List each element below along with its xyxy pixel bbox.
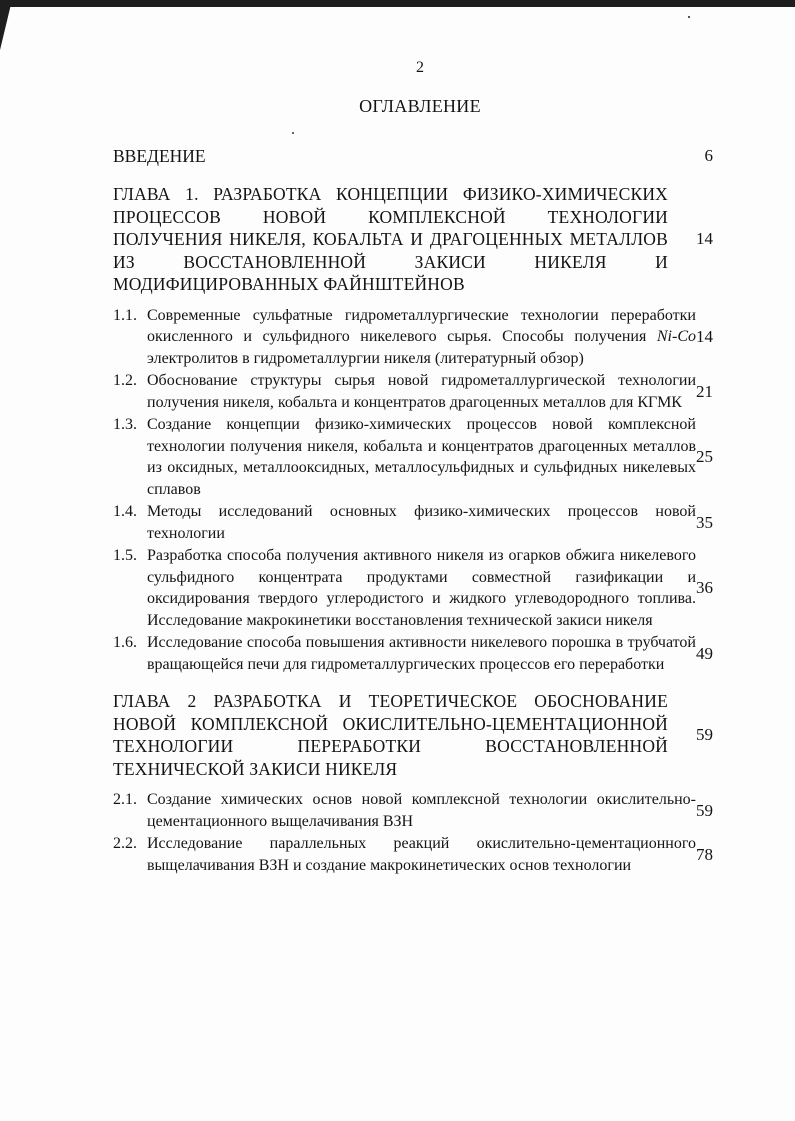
section-title: Методы исследований основных физико-химических процессов новой технологии [147, 503, 696, 542]
toc-entry-label [113, 632, 696, 675]
toc-entry-section-2-1[interactable] [113, 789, 713, 832]
section-number: 1.5. [113, 547, 137, 564]
page-number: 2 [416, 59, 424, 76]
section-number: 1.3. [113, 416, 137, 433]
toc-entry-label [113, 545, 696, 631]
toc-entry-page: 6 [704, 146, 713, 165]
toc-entry-page: 35 [696, 512, 713, 532]
toc-entry-label [113, 501, 696, 544]
toc-entry-page: 14 [696, 326, 713, 346]
toc-entry-page: 59 [696, 725, 713, 744]
toc-entry-page: 21 [696, 381, 713, 401]
toc-entry-page: 59 [696, 800, 713, 820]
toc-entry-label [113, 833, 696, 876]
section-number: 1.2. [113, 372, 137, 389]
section-number: 1.1. [113, 306, 137, 324]
table-of-contents [113, 144, 713, 876]
toc-entry-section-1-3[interactable] [113, 414, 713, 500]
toc-entry-intro[interactable] [113, 144, 713, 168]
toc-entry-label: ГЛАВА 2 РАЗРАБОТКА И ТЕОРЕТИЧЕСКОЕ ОБОСНОВАНИЕ НОВОЙ КОМПЛЕКСНОЙ ОКИСЛИТЕЛЬНО-ЦЕМЕНТАЦИОННОЙ ТЕХНОЛОГИИ ПЕРЕРАБОТКИ ВОССТАНОВЛЕННОЙ ТЕХНИЧЕСКОЙ ЗАКИСИ НИКЕЛЯ [113, 691, 668, 779]
toc-entry-page: 25 [696, 447, 713, 466]
toc-entry-page: 49 [696, 643, 713, 663]
toc-entry-label [113, 305, 696, 370]
toc-entry-page: 36 [696, 578, 713, 597]
toc-entry-page: 78 [696, 844, 713, 864]
toc-entry-label: ГЛАВА 1. РАЗРАБОТКА КОНЦЕПЦИИ ФИЗИКО-ХИМИЧЕСКИХ ПРОЦЕССОВ НОВОЙ КОМПЛЕКСНОЙ ТЕХНОЛОГИИ ПОЛУЧЕНИЯ НИКЕЛЯ, КОБАЛЬТА И ДРАГОЦЕННЫХ МЕТАЛЛОВ ИЗ ВОССТАНОВЛЕННОЙ ЗАКИСИ НИКЕЛЯ И МОДИФИЦИРОВАННЫХ ФАЙНШТЕЙНОВ [113, 184, 668, 294]
section-title-part: электролитов в гидрометаллургии никеля (литературный обзор) [147, 349, 584, 367]
page-title: ОГЛАВЛЕНИЕ [359, 96, 481, 116]
section-title: Исследование параллельных реакций окислительно-цементационного выщелачивания ВЗН и создание макрокинетических основ технологии [147, 835, 696, 874]
scan-edge-top [0, 0, 795, 7]
toc-entry-section-1-2[interactable] [113, 370, 713, 413]
toc-entry-chapter-1[interactable] [113, 183, 713, 296]
toc-entry-label [113, 370, 696, 413]
section-title: Создание химических основ новой комплексной технологии окислительно-цементационного выщелачивания ВЗН [147, 791, 696, 830]
toc-entry-section-1-6[interactable] [113, 632, 713, 675]
toc-entry-section-1-1[interactable] [113, 305, 713, 370]
scan-speck [688, 16, 690, 18]
toc-entry-section-1-4[interactable] [113, 501, 713, 544]
toc-entry-chapter-2[interactable] [113, 690, 713, 780]
section-title-italic: Ni-Co [656, 328, 696, 345]
toc-entry-label: ВВЕДЕНИЕ [113, 146, 206, 166]
toc-entry-section-2-2[interactable] [113, 833, 713, 876]
section-title-part: Современные сульфатные гидрометаллургические технологии переработки окисленного и сульфидного никелевого сырья. Способы получения [147, 306, 696, 345]
section-number: 2.2. [113, 835, 137, 852]
section-title: Обоснование структуры сырья новой гидрометаллургической технологии получения никеля, кобальта и концентратов драгоценных металлов для КГМК [147, 372, 696, 411]
toc-entry-page: 14 [696, 229, 713, 249]
section-number: 1.6. [113, 634, 137, 651]
toc-entry-label [113, 789, 696, 832]
scan-edge-left [0, 0, 12, 50]
scan-speck [292, 132, 294, 134]
section-number: 2.1. [113, 791, 137, 808]
section-number: 1.4. [113, 503, 137, 520]
toc-entry-label [113, 414, 696, 500]
section-title: Создание концепции физико-химических процессов новой комплексной технологии получения никеля, кобальта и концентратов драгоценных металлов из оксидных, металлооксидных, металлосульфидных и сульфидных никелевых сплавов [147, 416, 696, 498]
section-title: Разработка способа получения активного никеля из огарков обжига никелевого сульфидного концентрата продуктами совместной газификации и оксидирования твердого углеродистого и жидкого углеводородного топлива. Исследование макрокинетики восстановления технической закиси никеля [147, 547, 696, 629]
section-title: Исследование способа повышения активности никелевого порошка в трубчатой вращающейся печи для гидрометаллургических процессов его переработки [147, 634, 696, 673]
toc-entry-section-1-5[interactable] [113, 545, 713, 631]
